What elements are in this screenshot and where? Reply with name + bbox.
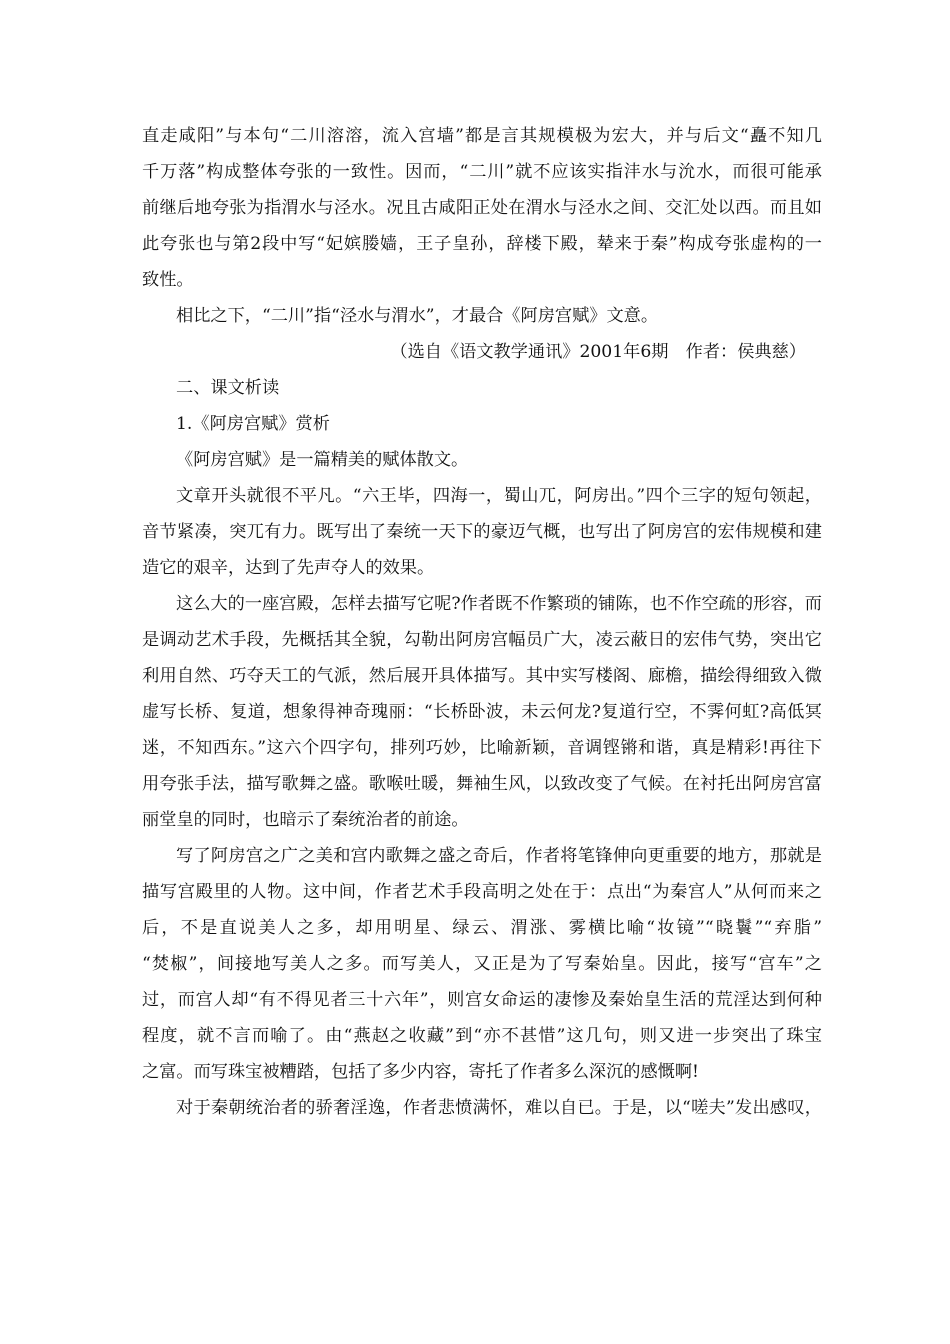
text-line: 致性。 (142, 270, 194, 290)
text-line: 丽堂皇的同时，也暗示了秦统治者的前途。 (142, 810, 469, 830)
text-line: 虚写长桥、复道，想象得神奇瑰丽：“长桥卧波，未云何龙?复道行空，不霁何虹?高低冥 (142, 702, 822, 722)
paragraph (142, 1090, 822, 1126)
text-line: 音节紧凑，突兀有力。既写出了秦统一天下的豪迈气概，也写出了阿房宫的宏伟规模和建 (142, 522, 822, 542)
text-line: 直走咸阳”与本句“二川溶溶，流入宫墙”都是言其规模极为宏大，并与后文“矗不知几 (142, 126, 822, 146)
source-citation: （选自《语文教学通讯》2001年6期 作者：侯典慈） (390, 342, 806, 362)
document-page (142, 118, 822, 1126)
text-line: 用夸张手法，描写歌舞之盛。歌喉吐暖，舞袖生风，以致改变了气候。在衬托出阿房宫富 (142, 774, 822, 794)
paragraph (142, 298, 822, 334)
text-line: 文章开头就很不平凡。“六王毕，四海一，蜀山兀，阿房出。”四个三字的短句领起， (176, 486, 822, 506)
text-line: 之富。而写珠宝被糟踏，包括了多少内容，寄托了作者多么深沉的感慨啊! (142, 1062, 699, 1082)
text-line: 过，而宫人却“有不得见者三十六年”，则宫女命运的凄惨及秦始皇生活的荒淫达到何种 (142, 990, 822, 1010)
text-line: 程度，就不言而喻了。由“燕赵之收藏”到“亦不甚惜”这几句，则又进一步突出了珠宝 (142, 1026, 822, 1046)
text-line: 写了阿房宫之广之美和宫内歌舞之盛之奇后，作者将笔锋伸向更重要的地方，那就是 (176, 846, 822, 866)
text-line: “焚椒”，间接地写美人之多。而写美人，又正是为了写秦始皇。因此，接写“宫车”之 (142, 954, 822, 974)
paragraph (142, 118, 822, 298)
subheading: 1.《阿房宫赋》赏析 (176, 414, 330, 434)
paragraph (142, 478, 822, 586)
paragraph (142, 586, 822, 838)
section-heading: 二、课文析读 (176, 378, 280, 398)
text-line: 对于秦朝统治者的骄奢淫逸，作者悲愤满怀，难以自已。于是，以“嗟夫”发出感叹， (176, 1098, 822, 1118)
text-line: 描写宫殿里的人物。这中间，作者艺术手段高明之处在于：点出“为秦宫人”从何而来之 (142, 882, 822, 902)
text-line: 造它的艰辛，达到了先声夺人的效果。 (142, 558, 435, 578)
text-line: 《阿房宫赋》是一篇精美的赋体散文。 (176, 450, 469, 470)
text-line: 后，不是直说美人之多，却用明星、绿云、渭涨、雾横比喻“妆镜”“晓鬟”“弃脂” (142, 918, 822, 938)
text-line: 迷，不知西东。”这六个四字句，排列巧妙，比喻新颖，音调铿锵和谐，真是精彩!再往下 (142, 738, 822, 758)
paragraph (142, 838, 822, 1090)
text-line: 此夸张也与第2段中写“妃嫔媵嫱，王子皇孙，辞楼下殿，辇来于秦”构成夸张虚构的一 (142, 234, 822, 254)
text-line: 相比之下，“二川”指“泾水与渭水”，才最合《阿房宫赋》文意。 (176, 306, 659, 326)
text-line: 前继后地夸张为指渭水与泾水。况且古咸阳正处在渭水与泾水之间、交汇处以西。而且如 (142, 198, 822, 218)
text-line: 这么大的一座宫殿，怎样去描写它呢?作者既不作繁琐的铺陈，也不作空疏的形容，而 (176, 594, 822, 614)
paragraph (142, 442, 822, 478)
text-line: 是调动艺术手段，先概括其全貌，勾勒出阿房宫幅员广大，凌云蔽日的宏伟气势，突出它 (142, 630, 822, 650)
text-line: 千万落”构成整体夸张的一致性。因而，“二川”就不应该实指沣水与沇水，而很可能承 (142, 162, 822, 182)
text-line: 利用自然、巧夺天工的气派，然后展开具体描写。其中实写楼阁、廊檐，描绘得细致入微 (142, 666, 822, 686)
